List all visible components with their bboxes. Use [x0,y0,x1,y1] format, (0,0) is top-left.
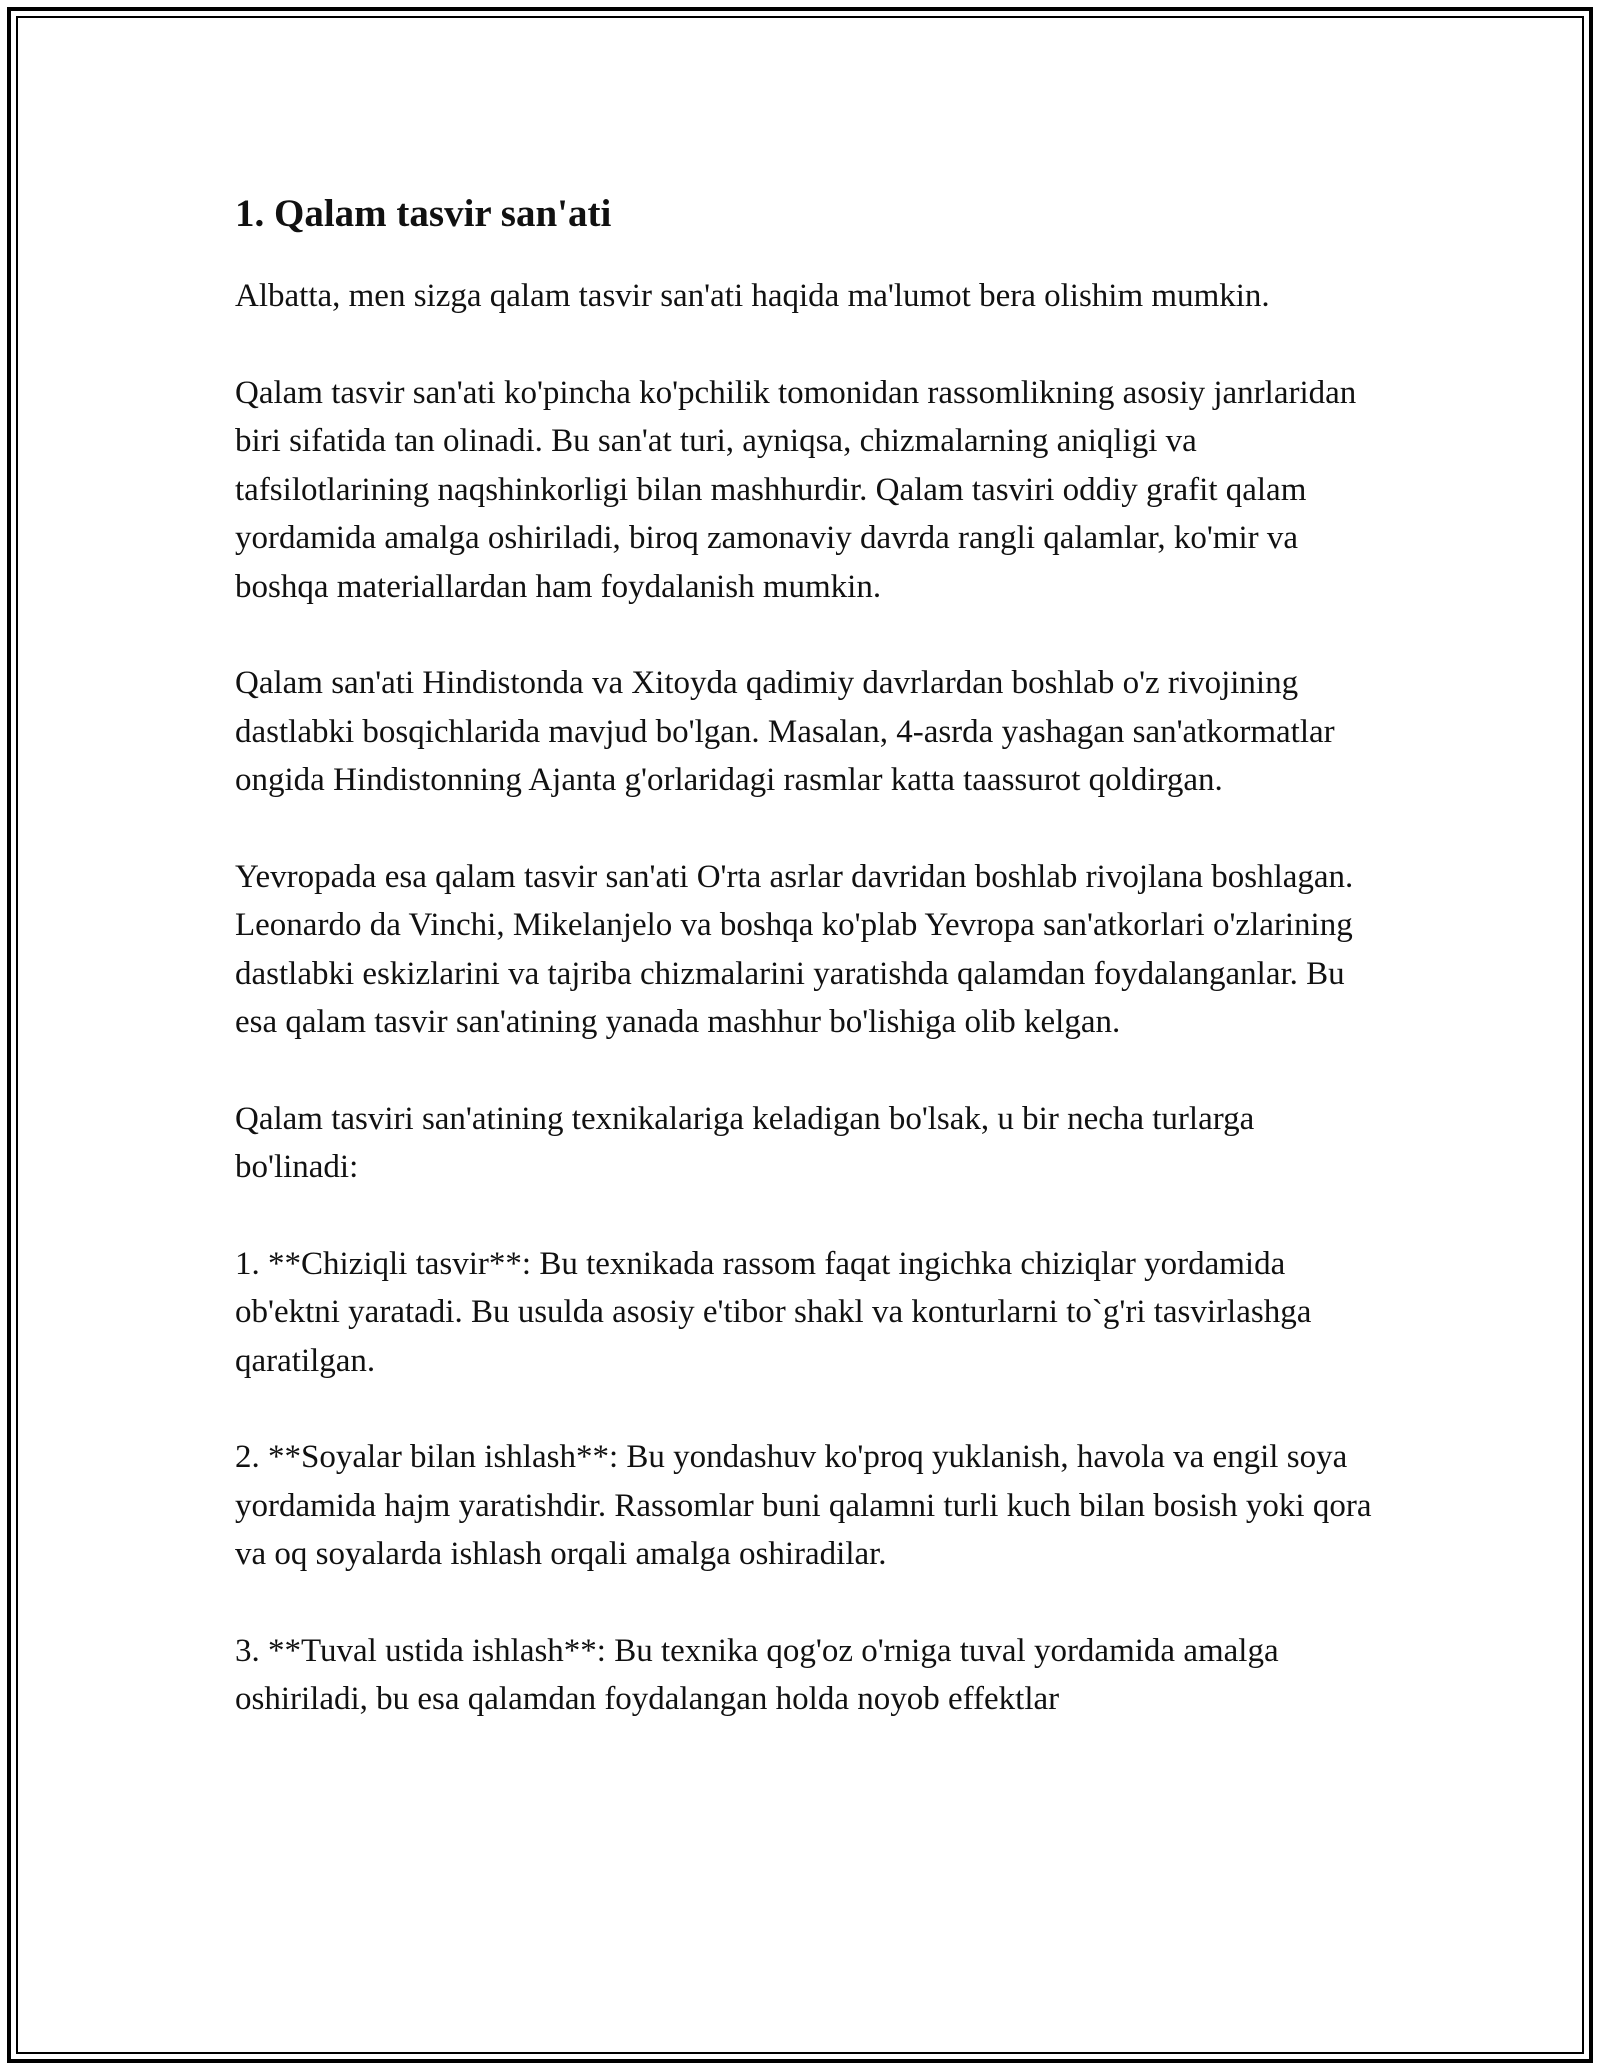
list-item-shading: 2. **Soyalar bilan ishlash**: Bu yondashuv ko'proq yuklanish, havola va engil soya yordamida hajm yaratishdir. Rassomlar buni qalamni turli kuch bilan bosish yoki qora va oq soyalarda ishlash orqali amalga oshiradilar. [235,1439,1372,1572]
paragraph-intro: Albatta, men sizga qalam tasvir san'ati haqida ma'lumot bera olishim mumkin. [235,278,1270,314]
list-item-linear-drawing: 1. **Chiziqli tasvir**: Bu texnikada rassom faqat ingichka chiziqlar yordamida ob'ektni yaratadi. Bu usulda asosiy e'tibor shakl va konturlarni to`g'ri tasvirlashga qaratilgan. [235,1245,1312,1379]
paragraph-history-europe: Yevropada esa qalam tasvir san'ati O'rta asrlar davridan boshlab rivojlana boshlagan. Leonardo da Vinchi, Mikelanjelo va boshqa ko'plab Yevropa san'atkorlari o'zlarining dastlabki eskizlarini va tajriba chizmalarini yaratishda qalamdan foydalanganlar. Bu esa qalam tasvir san'atining yanada mashhur bo'lishiga olib kelgan. [235,858,1354,1040]
paragraph-history-asia: Qalam san'ati Hindistonda va Xitoyda qadimiy davrlardan boshlab o'z rivojining dastlabki bosqichlarida mavjud bo'lgan. Masalan, 4-asrda yashagan san'atkormatlar ongida Hindistonning Ajanta g'orlaridagi rasmlar katta taassurot qoldirgan. [235,665,1335,798]
list-item-canvas: 3. **Tuval ustida ishlash**: Bu texnika qog'oz o'rniga tuval yordamida amalga oshiriladi, bu esa qalamdan foydalangan holda noyob effektlar [235,1632,1279,1717]
section-heading: 1. Qalam tasvir san'ati [235,192,612,235]
paragraph-overview: Qalam tasvir san'ati ko'pincha ko'pchilik tomonidan rassomlikning asosiy janrlaridan biri sifatida tan olinadi. Bu san'at turi, ayniqsa, chizmalarning aniqligi va tafsilotlarining naqshinkorligi bilan mashhurdir. Qalam tasviri oddiy grafit qalam yordamida amalga oshiriladi, biroq zamonaviy davrda rangli qalamlar, ko'mir va boshqa materiallardan ham foydalanish mumkin. [235,374,1357,605]
paragraph-techniques-intro: Qalam tasviri san'atining texnikalariga keladigan bo'lsak, u bir necha turlarga bo'linadi: [235,1100,1255,1185]
document-body [235,186,1375,1772]
